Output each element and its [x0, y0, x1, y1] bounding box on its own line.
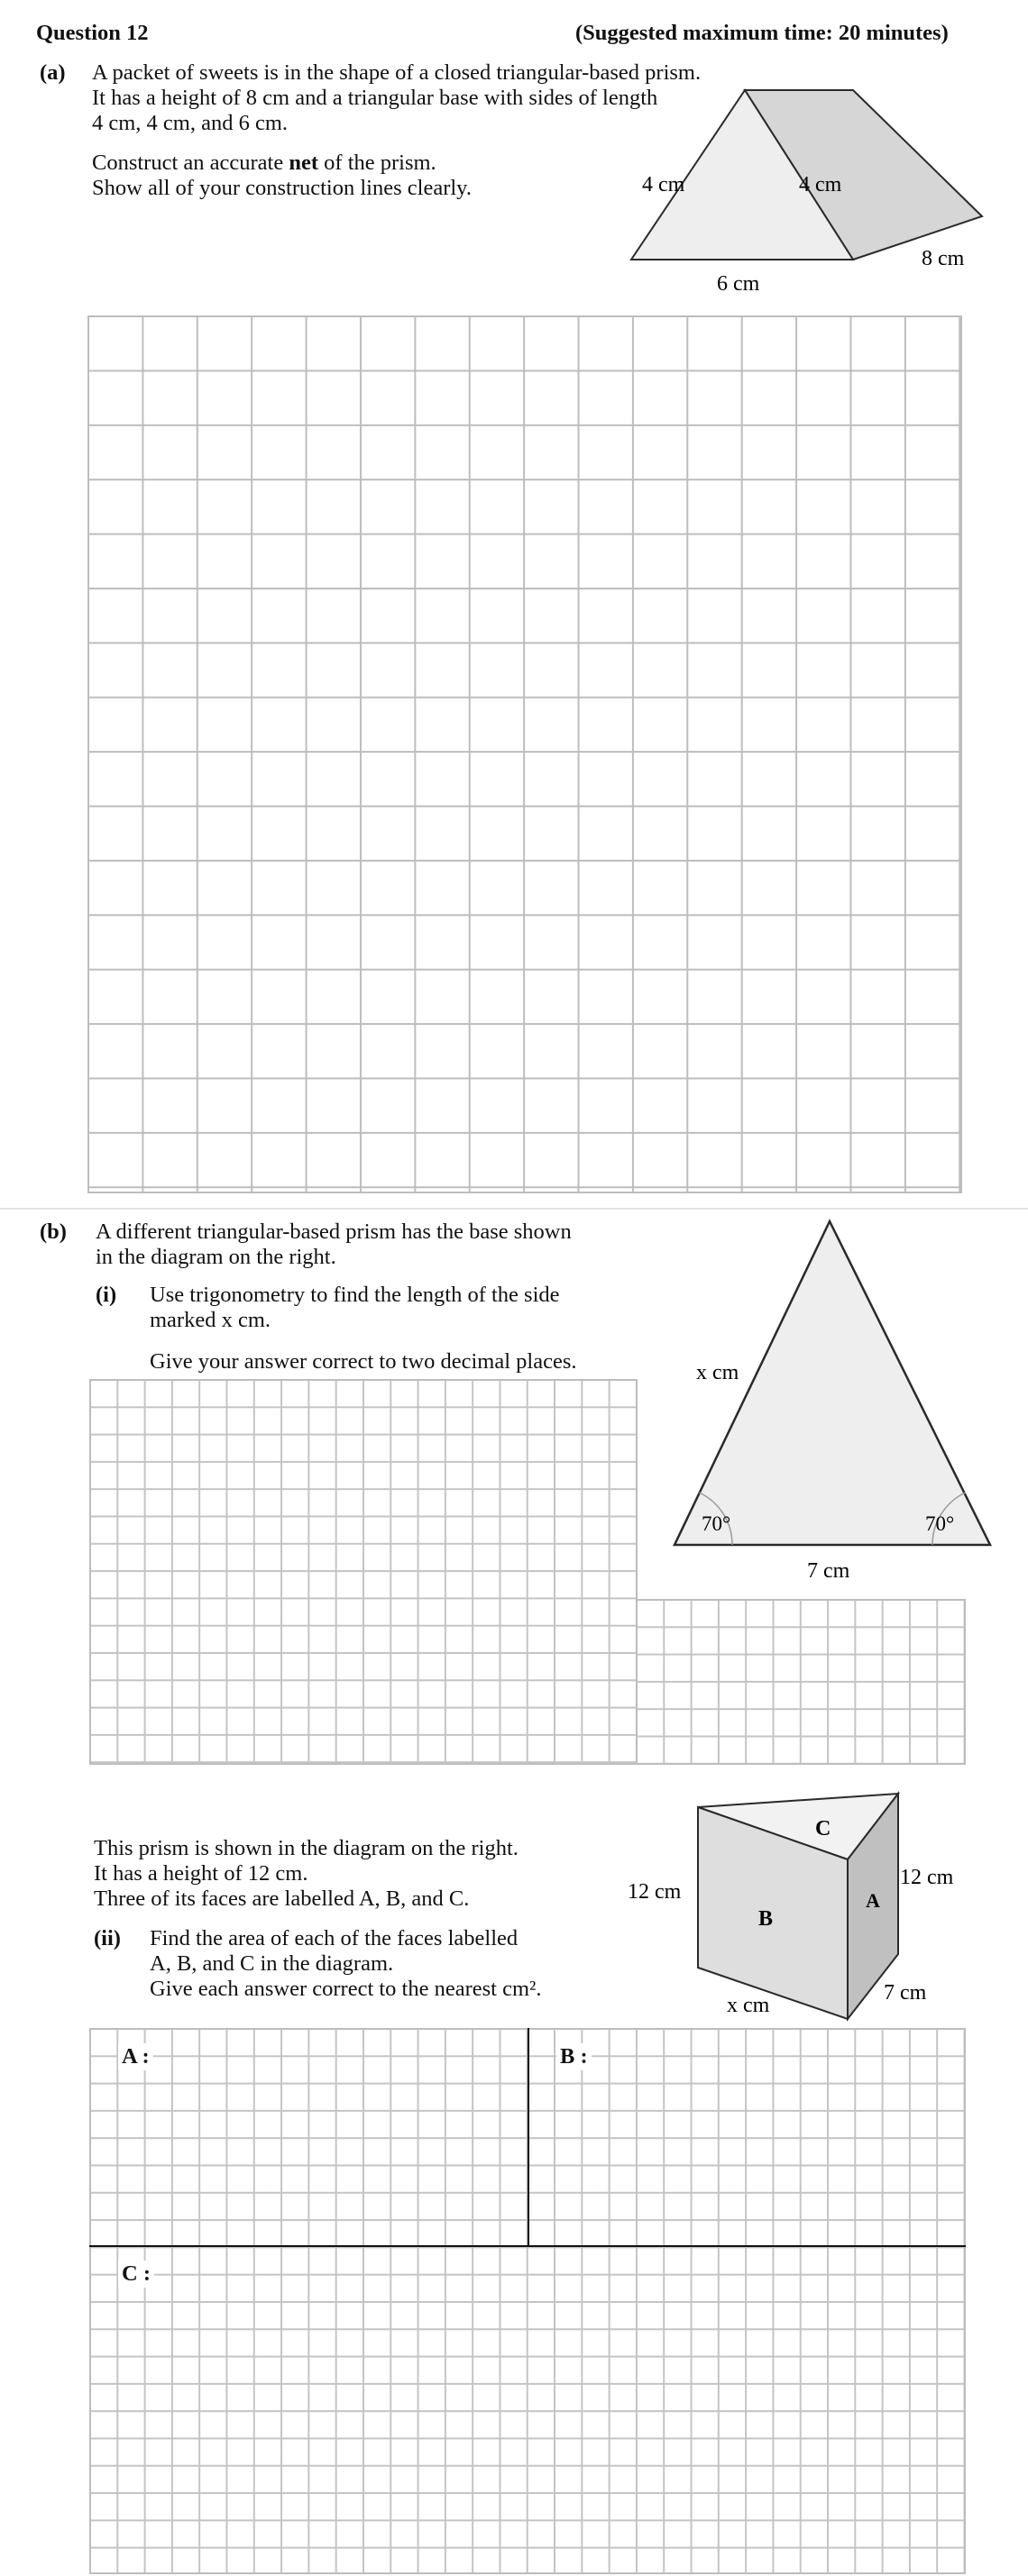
- sub-i-line-2: marked x cm.: [150, 1308, 271, 1332]
- working-grid-i-right[interactable]: [636, 1599, 966, 1765]
- angle-label-right: 70°: [925, 1512, 955, 1535]
- answer-label-a: A :: [118, 2043, 153, 2070]
- sub-ii-line-1: Find the area of each of the faces labelled: [150, 1926, 519, 1950]
- instruction-bold: net: [289, 151, 319, 175]
- part-a-instruction-2: Show all of your construction lines clearly.: [92, 176, 472, 200]
- face-label-b: B: [758, 1907, 774, 1931]
- working-grid-i-left[interactable]: [89, 1379, 638, 1765]
- answer-divider-horizontal: [89, 2245, 966, 2247]
- label-12cm-right: 12 cm: [900, 1866, 954, 1889]
- prism-diagram-b: [622, 1776, 1001, 2028]
- face-label-c: C: [815, 1817, 831, 1841]
- answer-label-b: B :: [556, 2043, 592, 2070]
- prism-text-2: It has a height of 12 cm.: [94, 1861, 308, 1886]
- sub-i-label: (i): [96, 1283, 117, 1307]
- label-6cm: 6 cm: [717, 272, 760, 296]
- prism-text-3: Three of its faces are labelled A, B, and C.: [94, 1886, 470, 1911]
- label-4cm-slant: 4 cm: [799, 173, 842, 196]
- part-a-line-3: 4 cm, 4 cm, and 6 cm.: [92, 111, 289, 135]
- prism-diagram-a: [613, 72, 1010, 306]
- part-a-label: (a): [40, 60, 66, 85]
- label-7cm: 7 cm: [807, 1559, 850, 1583]
- sub-ii-line-2: A, B, and C in the diagram.: [150, 1951, 394, 1976]
- sub-ii-label: (ii): [94, 1926, 121, 1950]
- answer-grid-a[interactable]: [87, 315, 962, 1193]
- label-4cm-left: 4 cm: [642, 173, 685, 196]
- sub-ii-accuracy: Give each answer correct to the nearest cm².: [150, 1977, 542, 2001]
- answer-divider-vertical: [528, 2028, 529, 2246]
- label-7cm-base: 7 cm: [884, 1981, 927, 2005]
- sub-i-line-1: Use trigonometry to find the length of the side: [150, 1283, 560, 1307]
- part-a-instruction: [92, 150, 436, 177]
- part-a-line-1: A packet of sweets is in the shape of a closed triangular-based prism.: [92, 60, 702, 85]
- label-x-cm: x cm: [696, 1361, 739, 1384]
- label-12cm-left: 12 cm: [628, 1880, 682, 1904]
- question-title: Question 12: [36, 21, 149, 45]
- time-note: (Suggested maximum time: 20 minutes): [575, 21, 949, 45]
- instruction-pre: Construct an accurate: [92, 151, 289, 175]
- part-b-label: (b): [40, 1219, 67, 1244]
- part-b-line-2: in the diagram on the right.: [96, 1245, 336, 1269]
- part-a-line-2: It has a height of 8 cm and a triangular base with sides of length: [92, 86, 658, 110]
- triangle-diagram-b: [658, 1208, 1001, 1586]
- face-label-a: A: [866, 1889, 880, 1912]
- label-8cm: 8 cm: [922, 247, 965, 270]
- prism-text-1: This prism is shown in the diagram on the right.: [94, 1836, 519, 1860]
- angle-label-left: 70°: [702, 1512, 731, 1535]
- answer-label-c: C :: [118, 2261, 154, 2288]
- label-x-cm-base: x cm: [727, 1994, 770, 2017]
- part-b-line-1: A different triangular-based prism has the base shown: [96, 1219, 572, 1244]
- sub-i-accuracy: Give your answer correct to two decimal places.: [150, 1349, 577, 1374]
- instruction-post: of the prism.: [318, 151, 436, 175]
